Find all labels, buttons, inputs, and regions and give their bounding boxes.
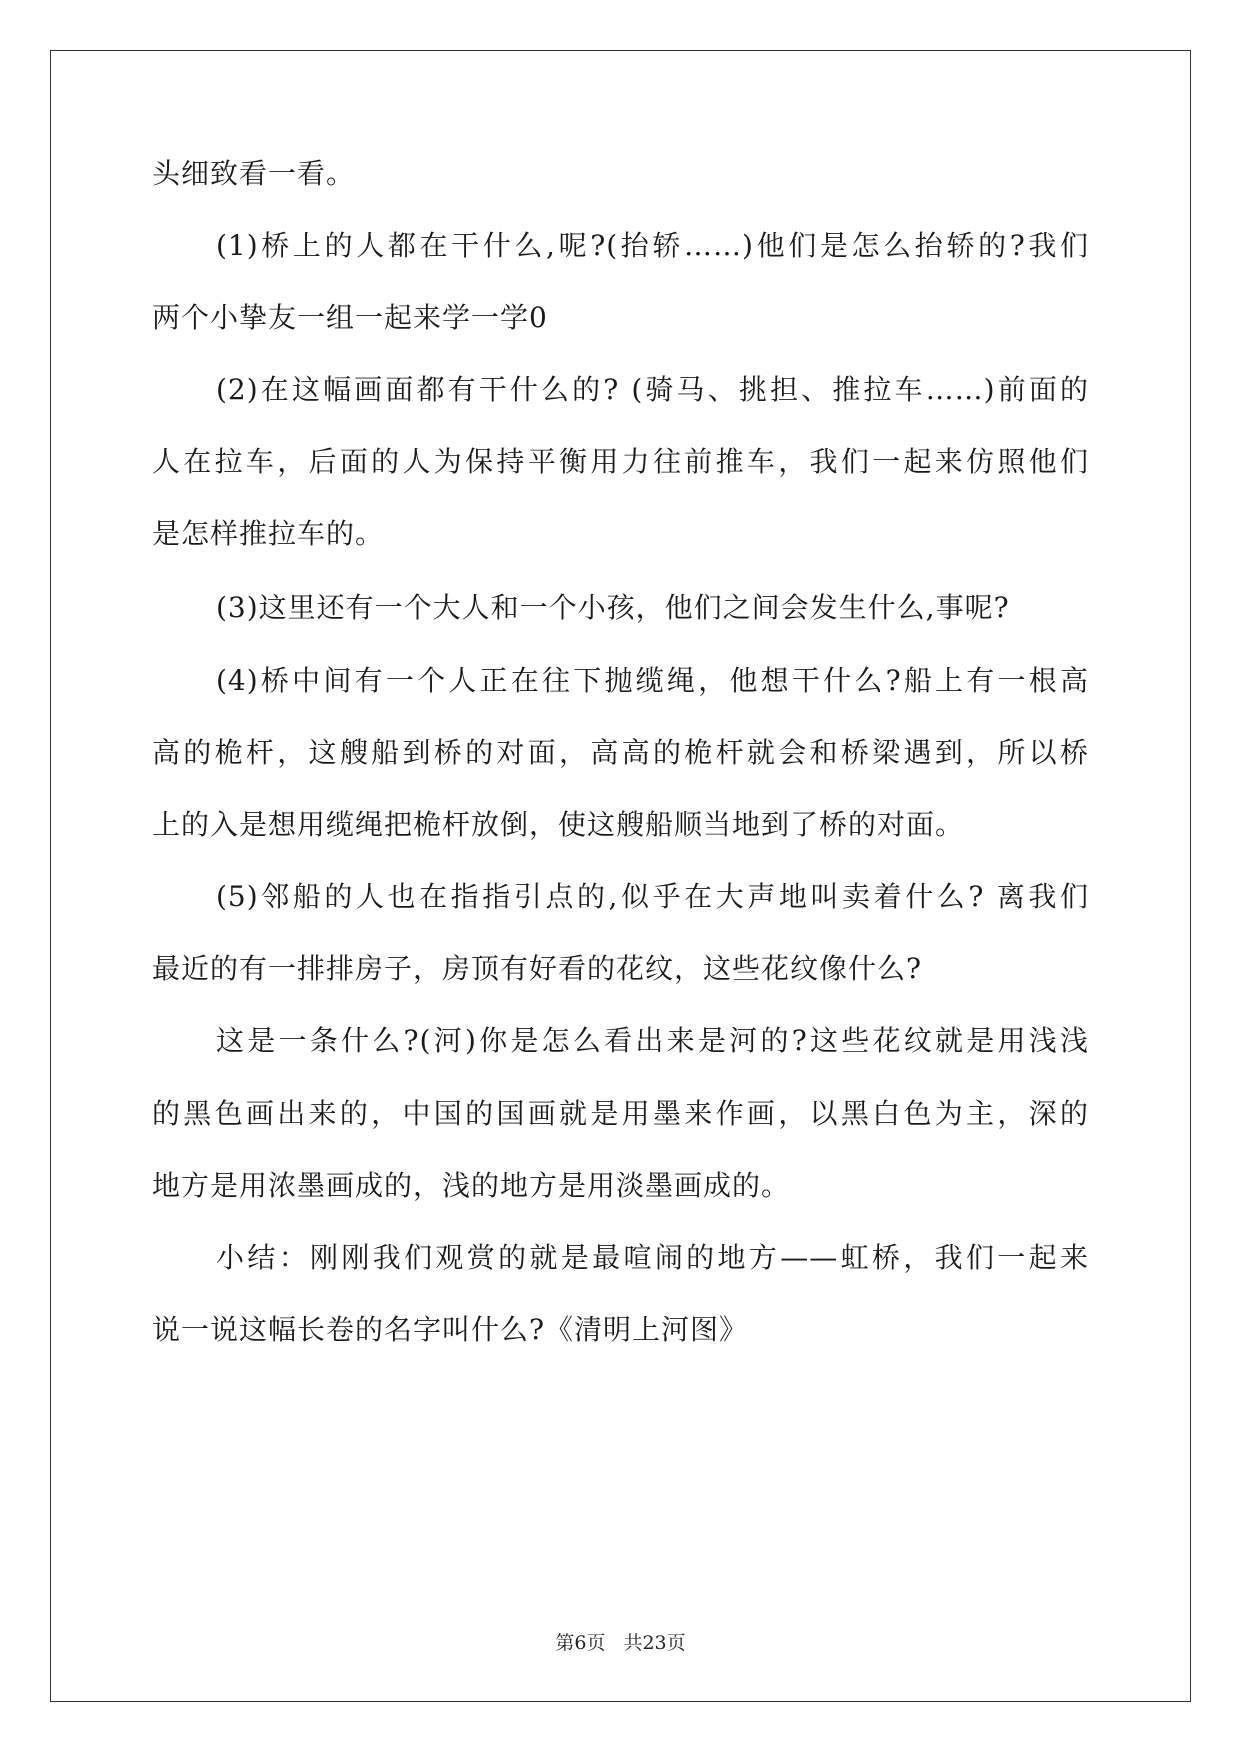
text-line: 最近的有一排排房子，房顶有好看的花纹，这些花纹像什么? — [152, 952, 923, 985]
text-line: 地方是用浓墨画成的，浅的地方是用淡墨画成的。 — [152, 1169, 791, 1202]
text-line: (4)桥中间有一个人正在往下抛缆绳，他想干什么?船上有一根高 — [216, 664, 1089, 697]
text-line: 说一说这幅长卷的名字叫什么?《清明上河图》 — [152, 1313, 749, 1346]
page-number: 第6页 — [555, 1632, 606, 1654]
text-line: 这是一条什么?(河)你是怎么看出来是河的?这些花纹就是用浅浅 — [216, 1024, 1089, 1057]
text-line: 小结：刚刚我们观赏的就是最喧闹的地方——虹桥，我们一起来 — [216, 1241, 1089, 1274]
page-footer — [0, 1631, 1241, 1655]
text-line: 的黑色画出来的，中国的国画就是用墨来作画，以黑白色为主，深的 — [152, 1097, 1089, 1130]
text-line: 是怎样推拉车的。 — [152, 517, 385, 550]
text-line: 上的入是想用缆绳把桅杆放倒，使这艘船顺当地到了桥的对面。 — [152, 808, 965, 841]
text-line: 两个小挚友一组一起来学一学0 — [152, 301, 548, 334]
text-line: 头细致看一看。 — [152, 157, 356, 190]
page-total: 共23页 — [623, 1632, 686, 1654]
text-line: (5)邻船的人也在指指引点的,似乎在大声地叫卖着什么? 离我们 — [216, 880, 1089, 913]
text-line: (2)在这幅画面都有干什么的? (骑马、挑担、推拉车……)前面的 — [216, 373, 1089, 406]
text-line: 人在拉车，后面的人为保持平衡用力往前推车，我们一起来仿照他们 — [152, 445, 1089, 478]
text-line: (1)桥上的人都在干什么,呢?(抬轿……)他们是怎么抬轿的?我们 — [216, 229, 1089, 262]
text-line: 高的桅杆，这艘船到桥的对面，高高的桅杆就会和桥梁遇到，所以桥 — [152, 736, 1089, 769]
text-line: (3)这里还有一个大人和一个小孩，他们之间会发生什么,事呢? — [216, 591, 1010, 624]
